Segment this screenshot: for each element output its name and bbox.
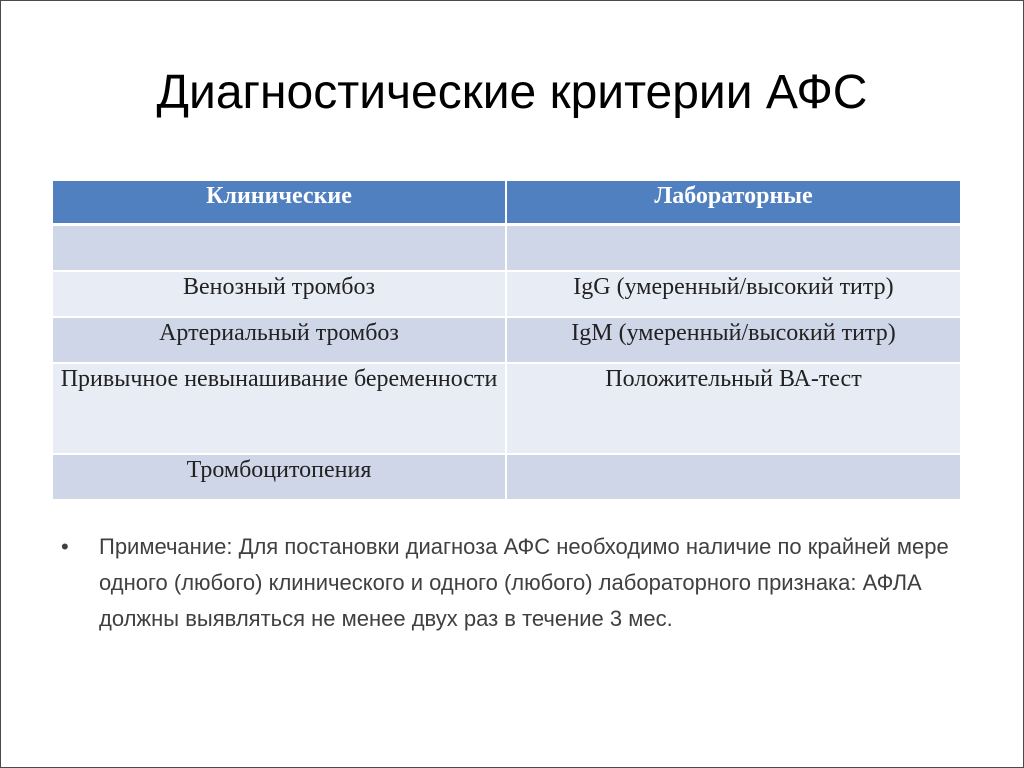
header-laboratory: Лабораторные — [506, 181, 960, 225]
table-cell-clinical — [53, 225, 506, 272]
table-cell-laboratory: IgM (умеренный/высокий титр) — [506, 317, 960, 363]
table-cell-clinical: Привычное невынашивание беременности — [53, 363, 506, 454]
note-text: Примечание: Для постановки диагноза АФС необходимо наличие по крайней мере одного (любого) клинического и одного (любого) лабораторного признака: АФЛА должны выявляться не менее двух раз в течение 3 мес. — [99, 534, 949, 631]
slide-title: Диагностические критерии АФС — [156, 66, 868, 119]
table-row — [53, 363, 960, 454]
table-cell-laboratory — [506, 225, 960, 272]
criteria-table — [53, 181, 960, 501]
bullet-icon: • — [61, 534, 69, 559]
table-cell-clinical: Тромбоцитопения — [53, 454, 506, 500]
table-row — [53, 271, 960, 317]
table-row — [53, 225, 960, 272]
table-header-row — [53, 181, 960, 225]
table-cell-laboratory: Положительный ВА-тест — [506, 363, 960, 454]
table-cell-laboratory — [506, 454, 960, 500]
table-cell-clinical: Венозный тромбоз — [53, 271, 506, 317]
header-clinical: Клинические — [53, 181, 506, 225]
table-row — [53, 454, 960, 500]
table-cell-clinical: Артериальный тромбоз — [53, 317, 506, 363]
table-row — [53, 317, 960, 363]
table-cell-laboratory: IgG (умеренный/высокий титр) — [506, 271, 960, 317]
